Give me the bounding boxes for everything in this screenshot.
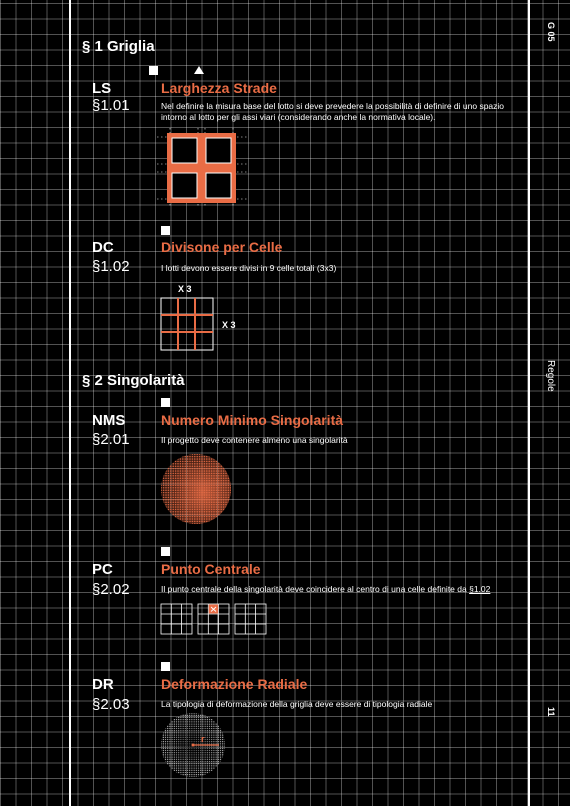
rule-desc-ls: Nel definire la misura base del lotto si deve prevedere la possibilità di definire di uno spazio intorno al lotto per gli assi viari (considerando anche la normativa locale).: [161, 101, 505, 122]
cells-label-right: X 3: [222, 320, 236, 330]
square-marker-icon: [161, 547, 170, 556]
square-marker-icon: [161, 398, 170, 407]
rule-code-dc: DC: [92, 239, 114, 256]
center-point-diagram: [160, 603, 268, 635]
rule-number-dr: §2.03: [92, 696, 130, 713]
section-title-singolarita: § 2 Singolarità: [82, 372, 185, 389]
rule-code-dr: DR: [92, 676, 114, 693]
rule-title-nms: Numero Minimo Singolarità: [161, 412, 344, 428]
rule-code-nms: NMS: [92, 412, 126, 429]
rule-number-dc: §1.02: [92, 258, 130, 275]
rule-number-ls: §1.01: [92, 97, 130, 114]
square-marker-icon: [161, 226, 170, 235]
rule-title-dc: Divisone per Celle: [161, 239, 283, 255]
rule-code-ls: LS: [92, 80, 112, 97]
rule-desc-pc: [161, 584, 490, 595]
radial-deformation-sphere: [160, 712, 226, 778]
square-marker-icon: [149, 66, 158, 75]
section-title-griglia: § 1 Griglia: [82, 38, 155, 55]
side-label: Regole: [545, 360, 556, 392]
rule-link-1-02[interactable]: §1.02: [469, 584, 491, 594]
rule-title-pc: Punto Centrale: [161, 561, 261, 577]
rule-code-pc: PC: [92, 561, 113, 578]
rule-desc-nms: Il progetto deve contenere almeno una singolarità: [161, 435, 348, 445]
rule-number-pc: §2.02: [92, 581, 130, 598]
rule-desc-dc: I lotti devono essere divisi in 9 celle totali (3x3): [161, 263, 337, 273]
radius-label: r: [201, 734, 205, 744]
singularity-dot-sphere: [160, 453, 232, 525]
right-margin-rule: [528, 0, 530, 806]
rule-title-ls: Larghezza Strade: [161, 80, 277, 96]
square-marker-icon: [161, 662, 170, 671]
rule-number-nms: §2.01: [92, 431, 130, 448]
page-number: 11: [546, 707, 556, 717]
cells-label-top: X 3: [178, 284, 192, 294]
cells-3x3-diagram: [160, 297, 214, 351]
rule-desc-dr: La tipologia di deformazione della griglia deve essere di tipologia radiale: [161, 699, 433, 709]
rule-title-dr: Deformazione Radiale: [161, 676, 308, 692]
street-width-diagram: [157, 128, 247, 208]
side-code: G 05: [546, 22, 556, 42]
left-margin-rule: [69, 0, 71, 806]
rule-desc-pc-text: Il punto centrale della singolarità deve coincidere al centro di una celle definite da: [161, 584, 470, 594]
triangle-marker-icon: [194, 66, 204, 74]
